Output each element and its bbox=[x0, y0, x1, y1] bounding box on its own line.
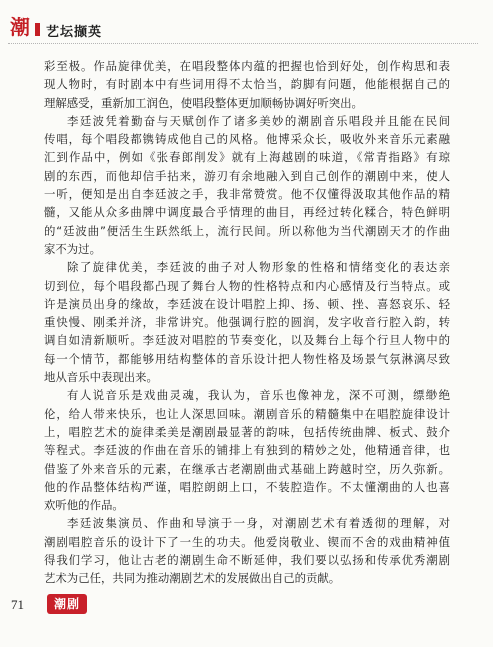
text-line: 艺术为己任，共同为推动潮剧艺术的发展做出自己的贡献。 bbox=[44, 571, 341, 586]
text-line: 他的作品整体结构严谨，唱腔朗朗上口，不装腔造作。不太懂潮曲的人也喜 bbox=[44, 479, 450, 494]
magazine-logo-icon: 潮 bbox=[10, 15, 30, 39]
text-line: 现人物时，有时剧本中有些词用得不太恰当，韵脚有问题，他能根据自己的 bbox=[44, 77, 450, 92]
section-title: 艺坛撷英 bbox=[46, 25, 103, 40]
text-line: 髓，又能从众多曲牌中调度最合乎情理的曲目，再经过转化糅合，特色鲜明 bbox=[44, 205, 450, 220]
section-marker bbox=[35, 23, 40, 36]
page-header bbox=[0, 0, 493, 44]
text-line: 理解感受，重新加工润色，使唱段整体更加顺畅协调好听突出。 bbox=[44, 95, 363, 110]
text-line: 彩至极。作品旋律优美，在唱段整体内蕴的把握也恰到好处，创作构思和表 bbox=[44, 59, 450, 73]
text-line: 上，唱腔艺术的旋律柔美是潮剧最显著的韵味，包括传统曲牌、板式、鼓介 bbox=[44, 424, 450, 439]
text-line: 家不为过。 bbox=[44, 241, 101, 256]
header-divider bbox=[8, 43, 478, 44]
text-line: 许是演员出身的缘故，李廷波在设计唱腔上抑、扬、顿、挫、喜怒哀乐、轻 bbox=[44, 296, 450, 311]
text-line: 传唱，每个唱段都镌铸成他自己的风格。他博采众长，吸收外来音乐元素融 bbox=[44, 132, 450, 147]
article-body bbox=[44, 57, 450, 588]
text-line: 一听，便知是出自李廷波之手，我非常赞赏。他不仅懂得汲取其他作品的精 bbox=[44, 187, 450, 202]
text-line: 潮剧唱腔音乐的设计下了一生的功夫。他爱岗敬业、锲而不舍的戏曲精神值 bbox=[44, 534, 450, 549]
page-number: 71 bbox=[11, 597, 24, 612]
footer-logo-icon: 潮剧 bbox=[47, 594, 87, 614]
text-line: 李廷波集演员、作曲和导演于一身，对潮剧艺术有着透彻的理解，对 bbox=[67, 516, 450, 531]
text-line: 借鉴了外来音乐的元素，在继承古老潮剧曲式基础上跨越时空，历久弥新。 bbox=[44, 461, 450, 476]
text-line: 等程式。李廷波的作曲在音乐的铺排上有独到的精妙之处，他精通音律，也 bbox=[44, 443, 450, 458]
text-line: 重快慢、刚柔并济，非常讲究。他强调行腔的圆润，发字收音行腔入韵，转 bbox=[44, 315, 450, 330]
text-line: 的“廷波曲”便活生生跃然纸上，流行民间。所以称他为当代潮剧天才的作曲 bbox=[44, 223, 450, 238]
text-line: 汇到作品中，例如《张春郎削发》就有上海越剧的味道，《常青指路》有琼 bbox=[44, 150, 450, 165]
text-line: 得我们学习，他让古老的潮剧生命不断延伸，我们要以弘扬和传承优秀潮剧 bbox=[44, 553, 450, 568]
text-line: 伦，给人带来快乐，也让人深思回味。潮剧音乐的精髓集中在唱腔旋律设计 bbox=[44, 406, 450, 421]
text-line: 除了旋律优美，李廷波的曲子对人物形象的性格和情绪变化的表达亲 bbox=[67, 260, 450, 275]
text-line: 欢听他的作品。 bbox=[44, 498, 124, 513]
text-line: 地从音乐中表现出来。 bbox=[44, 370, 158, 385]
text-line: 剧的东西，而他却信手拈来，游刃有余地融入到自己创作的潮剧中来，使人 bbox=[44, 168, 450, 183]
text-line: 切到位，每个唱段都凸现了舞台人物的性格特点和内心感情及行当特点。或 bbox=[44, 278, 450, 293]
text-line: 李廷波凭着勤奋与天赋创作了诸多美妙的潮剧音乐唱段并且能在民间 bbox=[67, 113, 450, 128]
text-line: 有人说音乐是戏曲灵魂，我认为，音乐也像神龙，深不可测，缥缈绝 bbox=[67, 388, 450, 403]
text-line: 调自如清新顺听。李廷波对唱腔的节奏变化，以及舞台上每个行旦人物中的 bbox=[44, 333, 450, 348]
text-line: 每一个情节，都能够用结构整体的音乐设计把人物性格及场景气氛淋漓尽致 bbox=[44, 351, 450, 366]
